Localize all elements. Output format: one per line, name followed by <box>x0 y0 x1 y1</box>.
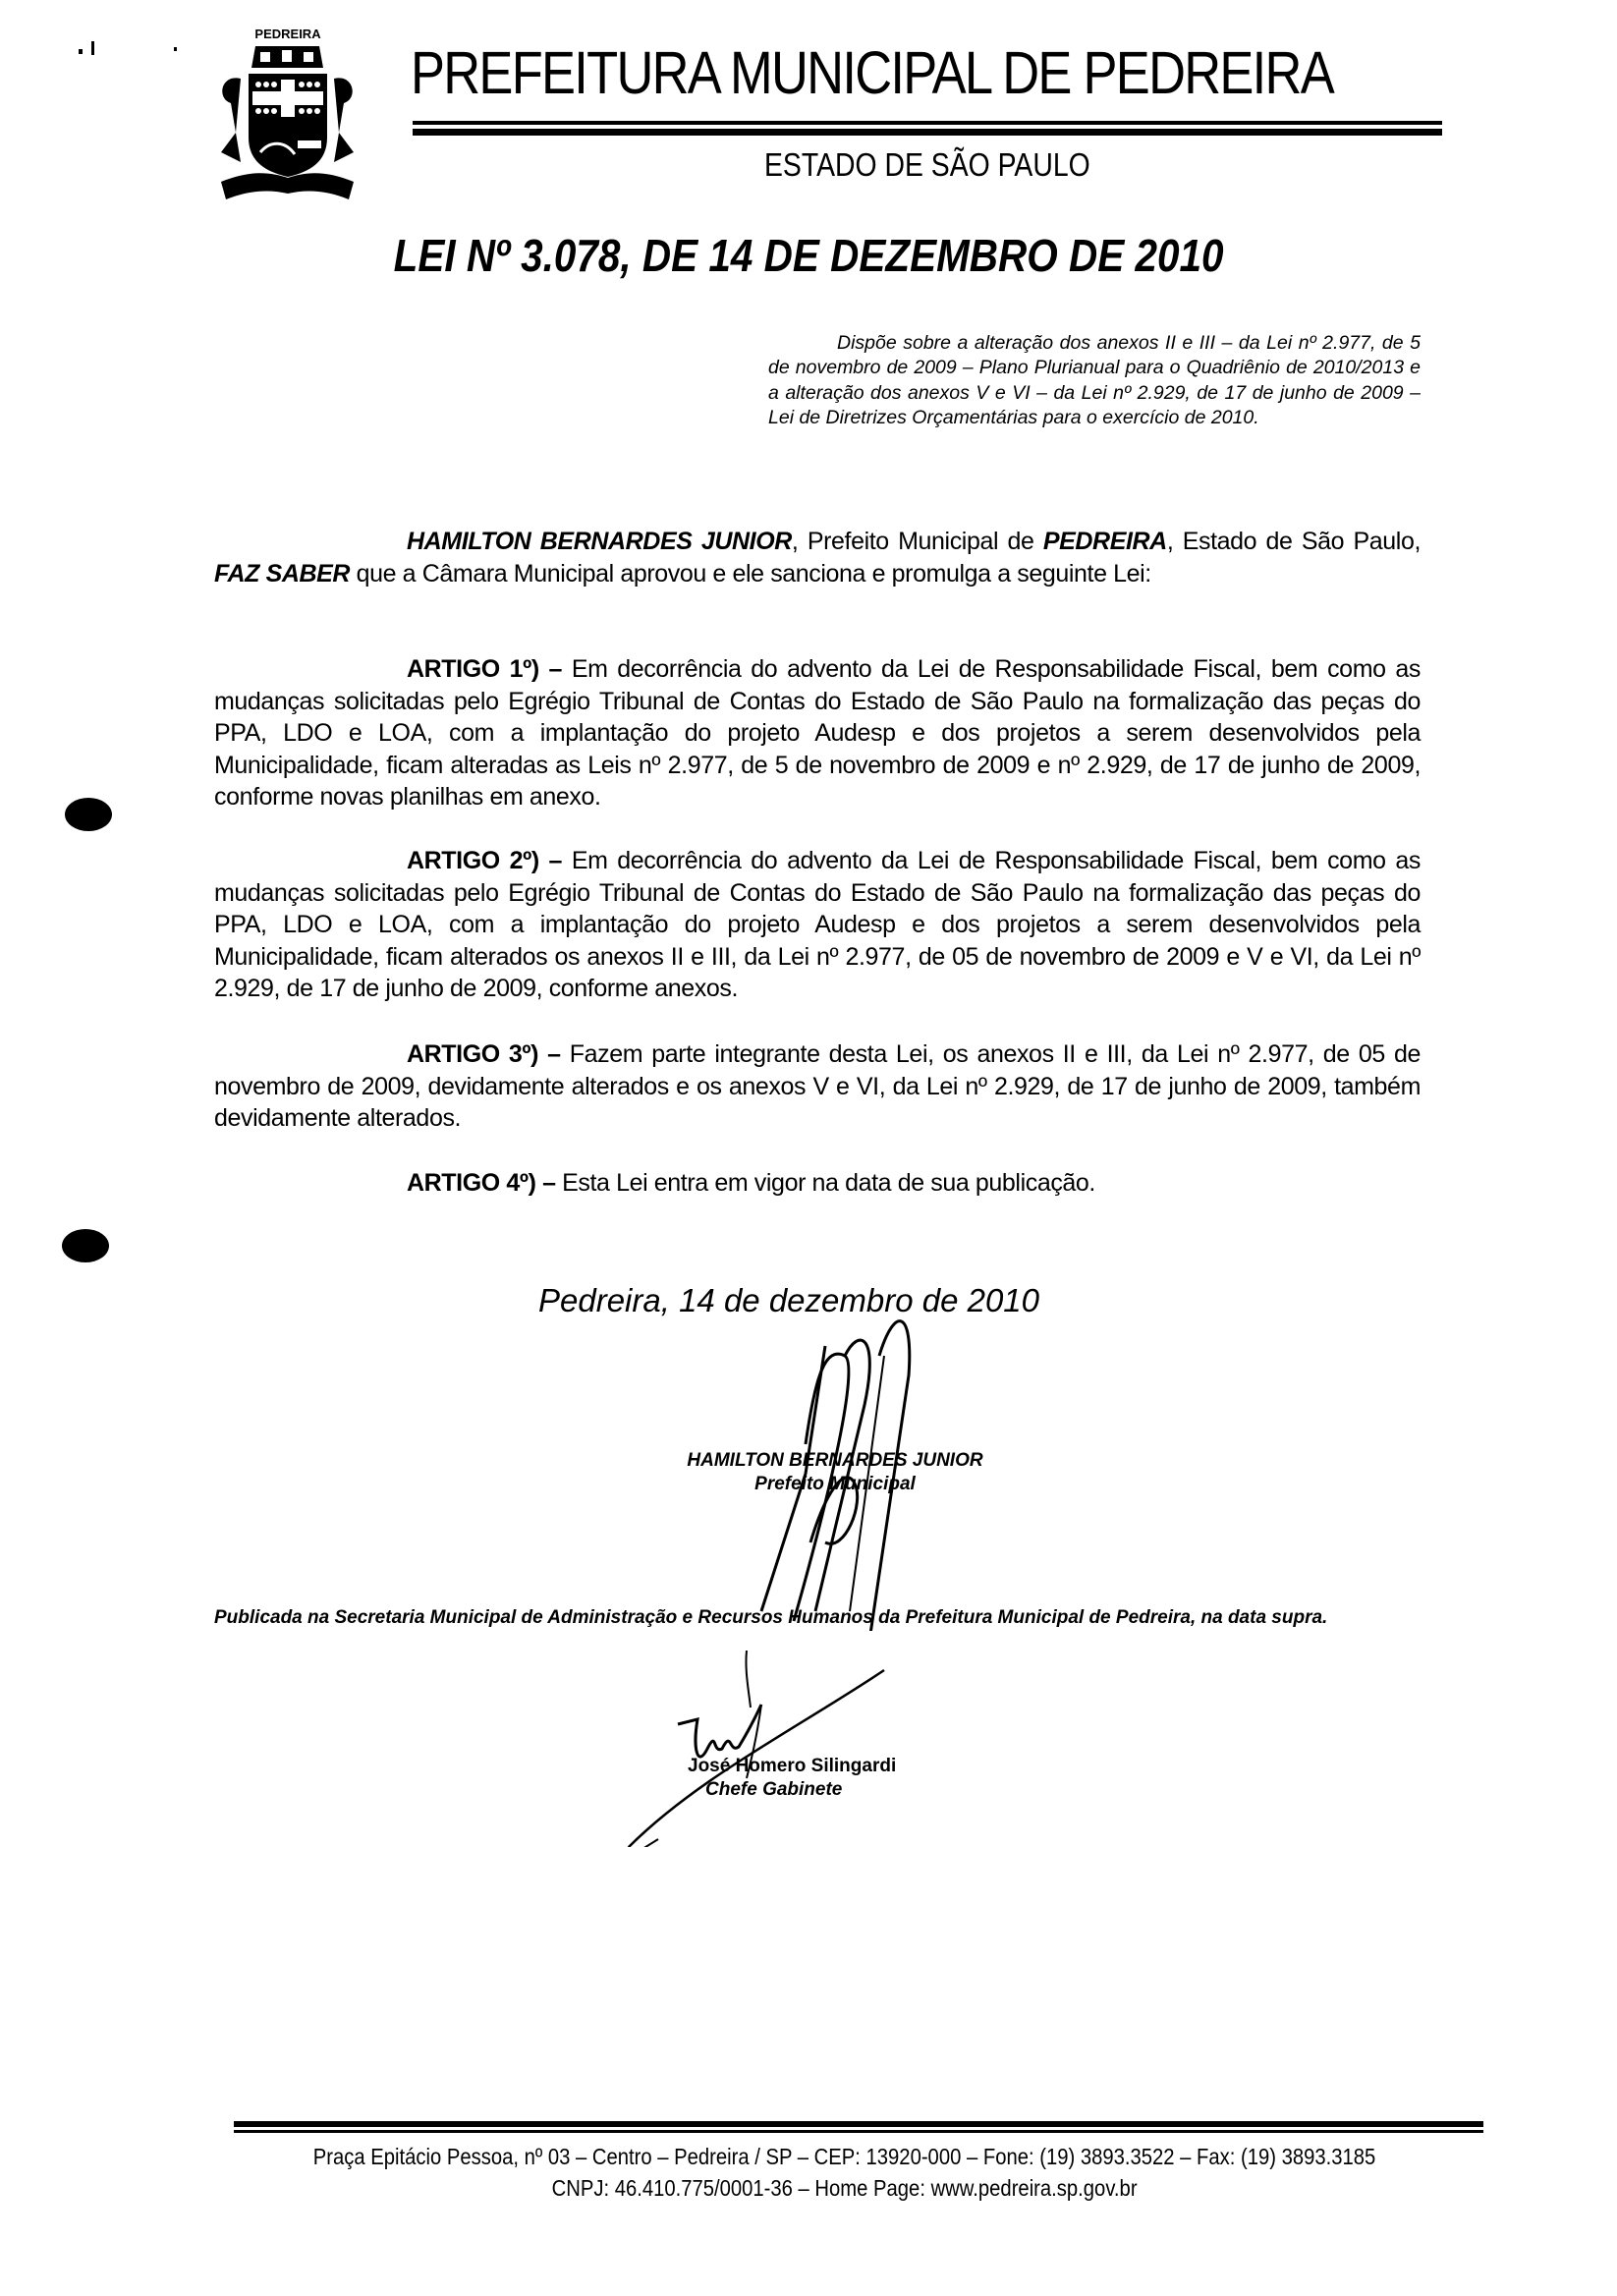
article-label: ARTIGO 2º) – <box>407 847 563 874</box>
header-subtitle <box>413 145 1442 185</box>
law-title <box>0 228 1617 283</box>
crest-label: PEDREIRA <box>254 27 321 41</box>
chief-signature-name: José Homero Silingardi <box>688 1756 897 1776</box>
intro-text: que a Câmara Municipal aprovou e ele sanciona e promulga a seguinte Lei: <box>350 559 1151 588</box>
footer-address <box>157 2142 1533 2171</box>
footer-address-text: Praça Epitácio Pessoa, nº 03 – Centro – Pedreira / SP – CEP: 13920-000 – Fone: (19) 3893.3522 – Fax: (19) 3893.3185 <box>313 2144 1376 2169</box>
mayor-signature-role: Prefeito Municipal <box>754 1474 916 1494</box>
mayor-signature-name: HAMILTON BERNARDES JUNIOR <box>687 1450 983 1471</box>
intro-paragraph <box>214 526 1421 589</box>
scan-speck <box>91 41 94 55</box>
intro-text: , Prefeito Municipal de <box>791 528 1043 555</box>
article-text: Fazem parte integrante desta Lei, os anexos II e III, da Lei nº 2.977, de 05 de novembro de 2009, devidamente alterados e os anexos V e VI, da Lei nº 2.929, de 17 de junho de 2009, também devidamente alterados. <box>214 1040 1421 1132</box>
article-label: ARTIGO 1º) – <box>407 655 563 683</box>
chief-signature-role: Chefe Gabinete <box>705 1779 843 1800</box>
chief-signature-icon <box>373 1651 982 1847</box>
article-2 <box>214 845 1421 1005</box>
ementa-text: Dispõe sobre a alteração dos anexos II e III – da Lei nº 2.977, de 5 de novembro de 2009 – Plano Plurianual para o Quadriênio de 2010/2013 e a alteração dos anexos V e VI – da Lei nº 2.929, de 17 de junho de 2009 – Lei de Diretrizes Orçamentárias para o exercício de 2010. <box>768 332 1421 428</box>
intro-text: , Estado de São Paulo, <box>1166 528 1421 555</box>
article-text: Em decorrência do advento da Lei de Responsabilidade Fiscal, bem como as mudanças solicitadas pelo Egrégio Tribunal de Contas do Estado de São Paulo na formalização das peças do PPA, LDO e LOA, com a implantação do projeto Audesp e dos projetos a serem desenvolvidos pela Municipalidade, ficam alteradas as Leis nº 2.977, de 5 de novembro de 2009 e nº 2.929, de 17 de junho de 2009, conforme novas planilhas em anexo. <box>214 655 1421 811</box>
publication-note: Publicada na Secretaria Municipal de Administração e Recursos Humanos da Prefeitura Municipal de Pedreira, na data supra. <box>214 1607 1328 1628</box>
article-text: Esta Lei entra em vigor na data de sua publicação. <box>555 1169 1095 1197</box>
article-text: Em decorrência do advento da Lei de Responsabilidade Fiscal, bem como as mudanças solicitadas pelo Egrégio Tribunal de Contas do Estado de São Paulo na formalização das peças do PPA, LDO e LOA, com a implantação do projeto Audesp e dos projetos a serem desenvolvidos pela Municipalidade, ficam alterados os anexos II e III, da Lei nº 2.977, de 05 de novembro de 2009 e V e VI, da Lei nº 2.929, de 17 de junho de 2009, conforme anexos. <box>214 847 1421 1002</box>
footer-rule <box>234 2121 1483 2127</box>
article-label: ARTIGO 4º) – <box>407 1169 556 1197</box>
footer-cnpj-text: CNPJ: 46.410.775/0001-36 – Home Page: www.pedreira.sp.gov.br <box>552 2175 1138 2201</box>
faz-saber: FAZ SABER <box>214 559 351 588</box>
ementa <box>768 331 1421 430</box>
scan-speck <box>174 47 177 51</box>
law-title-text: LEI Nº 3.078, DE 14 DE DEZEMBRO DE 2010 <box>393 230 1224 281</box>
mayor-signature-icon <box>688 1316 943 1631</box>
article-3 <box>214 1038 1421 1135</box>
header-rule <box>413 129 1442 136</box>
footer-cnpj <box>157 2173 1533 2203</box>
article-4 <box>214 1167 1421 1200</box>
page-title: PREFEITURA MUNICIPAL DE PEDREIRA <box>411 39 1333 106</box>
city-name-inline: PEDREIRA <box>1042 528 1167 555</box>
punch-hole <box>62 1229 109 1262</box>
punch-hole <box>65 798 112 831</box>
scan-speck <box>79 49 83 54</box>
coat-of-arms-icon <box>201 25 373 201</box>
place-date: Pedreira, 14 de dezembro de 2010 <box>538 1282 1040 1318</box>
article-label: ARTIGO 3º) – <box>407 1040 561 1068</box>
header-rule <box>413 121 1442 125</box>
mayor-name-inline: HAMILTON BERNARDES JUNIOR <box>407 528 792 555</box>
article-1 <box>214 653 1421 813</box>
footer-rule <box>234 2130 1483 2133</box>
state-label: ESTADO DE SÃO PAULO <box>764 146 1090 183</box>
